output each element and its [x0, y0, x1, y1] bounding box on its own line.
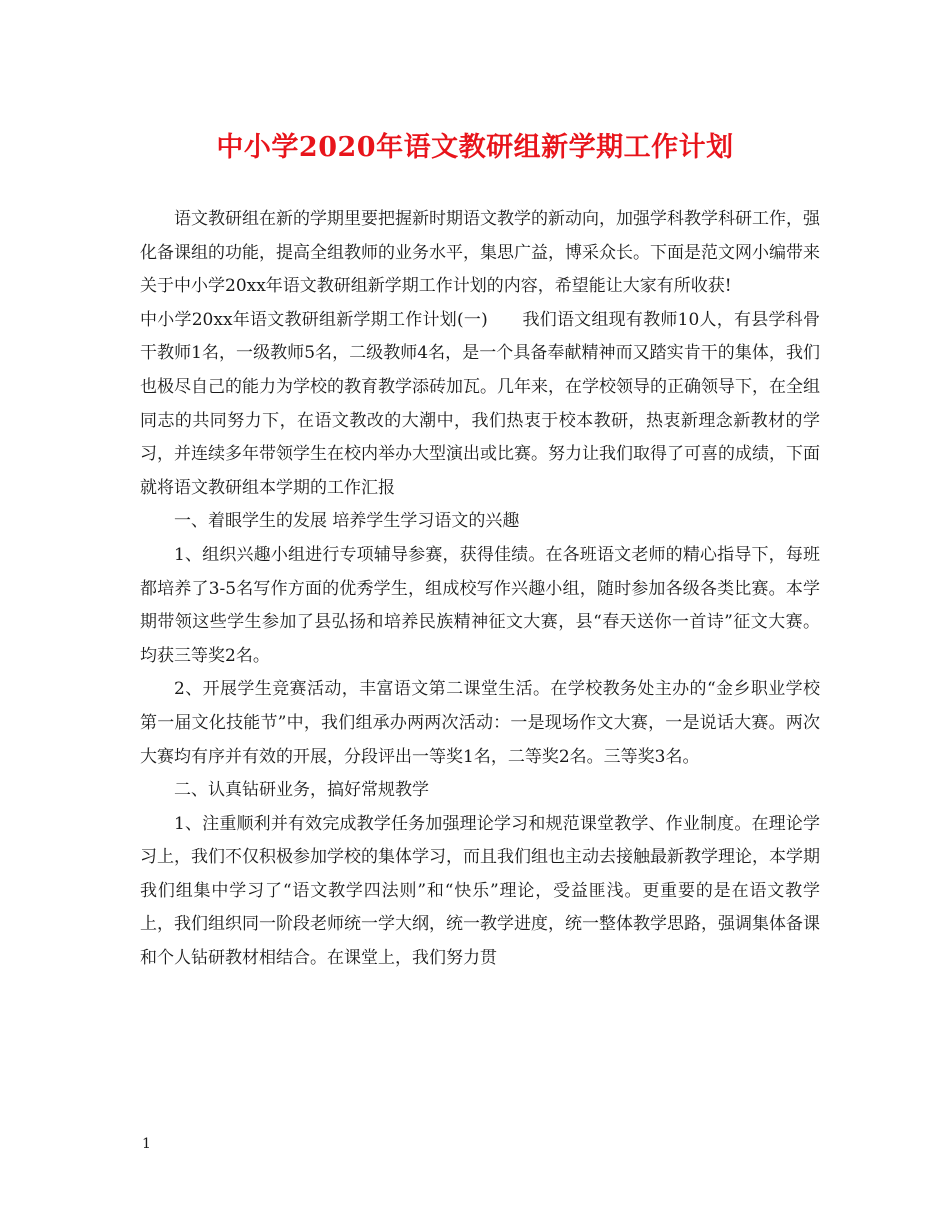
- page-number: 1: [142, 1136, 151, 1152]
- paragraph: 1、注重顺利并有效完成教学任务加强理论学习和规范课堂教学、作业制度。在理论学习上，我们不仅积极参加学校的集体学习，而且我们组也主动去接触最新教学理论，本学期我们组集中学习了“语文教学四法则”和“快乐”理论，受益匪浅。更重要的是在语文教学上，我们组织同一阶段老师统一学大纲，统一教学进度，统一整体教学思路，强调集体备课和个人钻研教材相结合。在课堂上，我们努力贯: [140, 813, 820, 969]
- document-body: [140, 203, 820, 976]
- document-title: 中小学2020年语文教研组新学期工作计划: [216, 132, 734, 163]
- paragraph: 中小学20xx年语文教研组新学期工作计划(一) 我们语文组现有教师10人，有县学科骨干教师1名，一级教师5名，二级教师4名，是一个具备奉献精神而又踏实肯干的集体，我们也极尽自己的能力为学校的教育教学添砖加瓦。几年来，在学校领导的正确领导下，在全组同志的共同努力下，在语文教改的大潮中，我们热衷于校本教研，热衷新理念新教材的学习，并连续多年带领学生在校内举办大型演出或比赛。努力让我们取得了可喜的成绩，下面就将语文教研组本学期的工作汇报: [140, 309, 820, 498]
- section-heading: 二、认真钻研业务，搞好常规教学: [174, 780, 429, 801]
- paragraph: 语文教研组在新的学期里要把握新时期语文教学的新动向，加强学科教学科研工作，强化备课组的功能，提高全组教师的业务水平，集思广益，博采众长。下面是范文网小编带来关于中小学20xx年语文教研组新学期工作计划的内容，希望能让大家有所收获!: [140, 209, 820, 297]
- paragraph: 2、开展学生竞赛活动，丰富语文第二课堂生活。在学校教务处主办的“金乡职业学校第一届文化技能节”中，我们组承办两两次活动：一是现场作文大赛，一是说话大赛。两次大赛均有序并有效的开展，分段评出一等奖1名，二等奖2名。三等奖3名。: [140, 679, 820, 767]
- paragraph: 1、组织兴趣小组进行专项辅导参赛，获得佳绩。在各班语文老师的精心指导下，每班都培养了3-5名写作方面的优秀学生，组成校写作兴趣小组，随时参加各级各类比赛。本学期带领这些学生参加了县弘扬和培养民族精神征文大赛，县“春天送你一首诗”征文大赛。均获三等奖2名。: [140, 544, 820, 666]
- section-heading: 一、着眼学生的发展 培养学生学习语文的兴趣: [174, 511, 520, 532]
